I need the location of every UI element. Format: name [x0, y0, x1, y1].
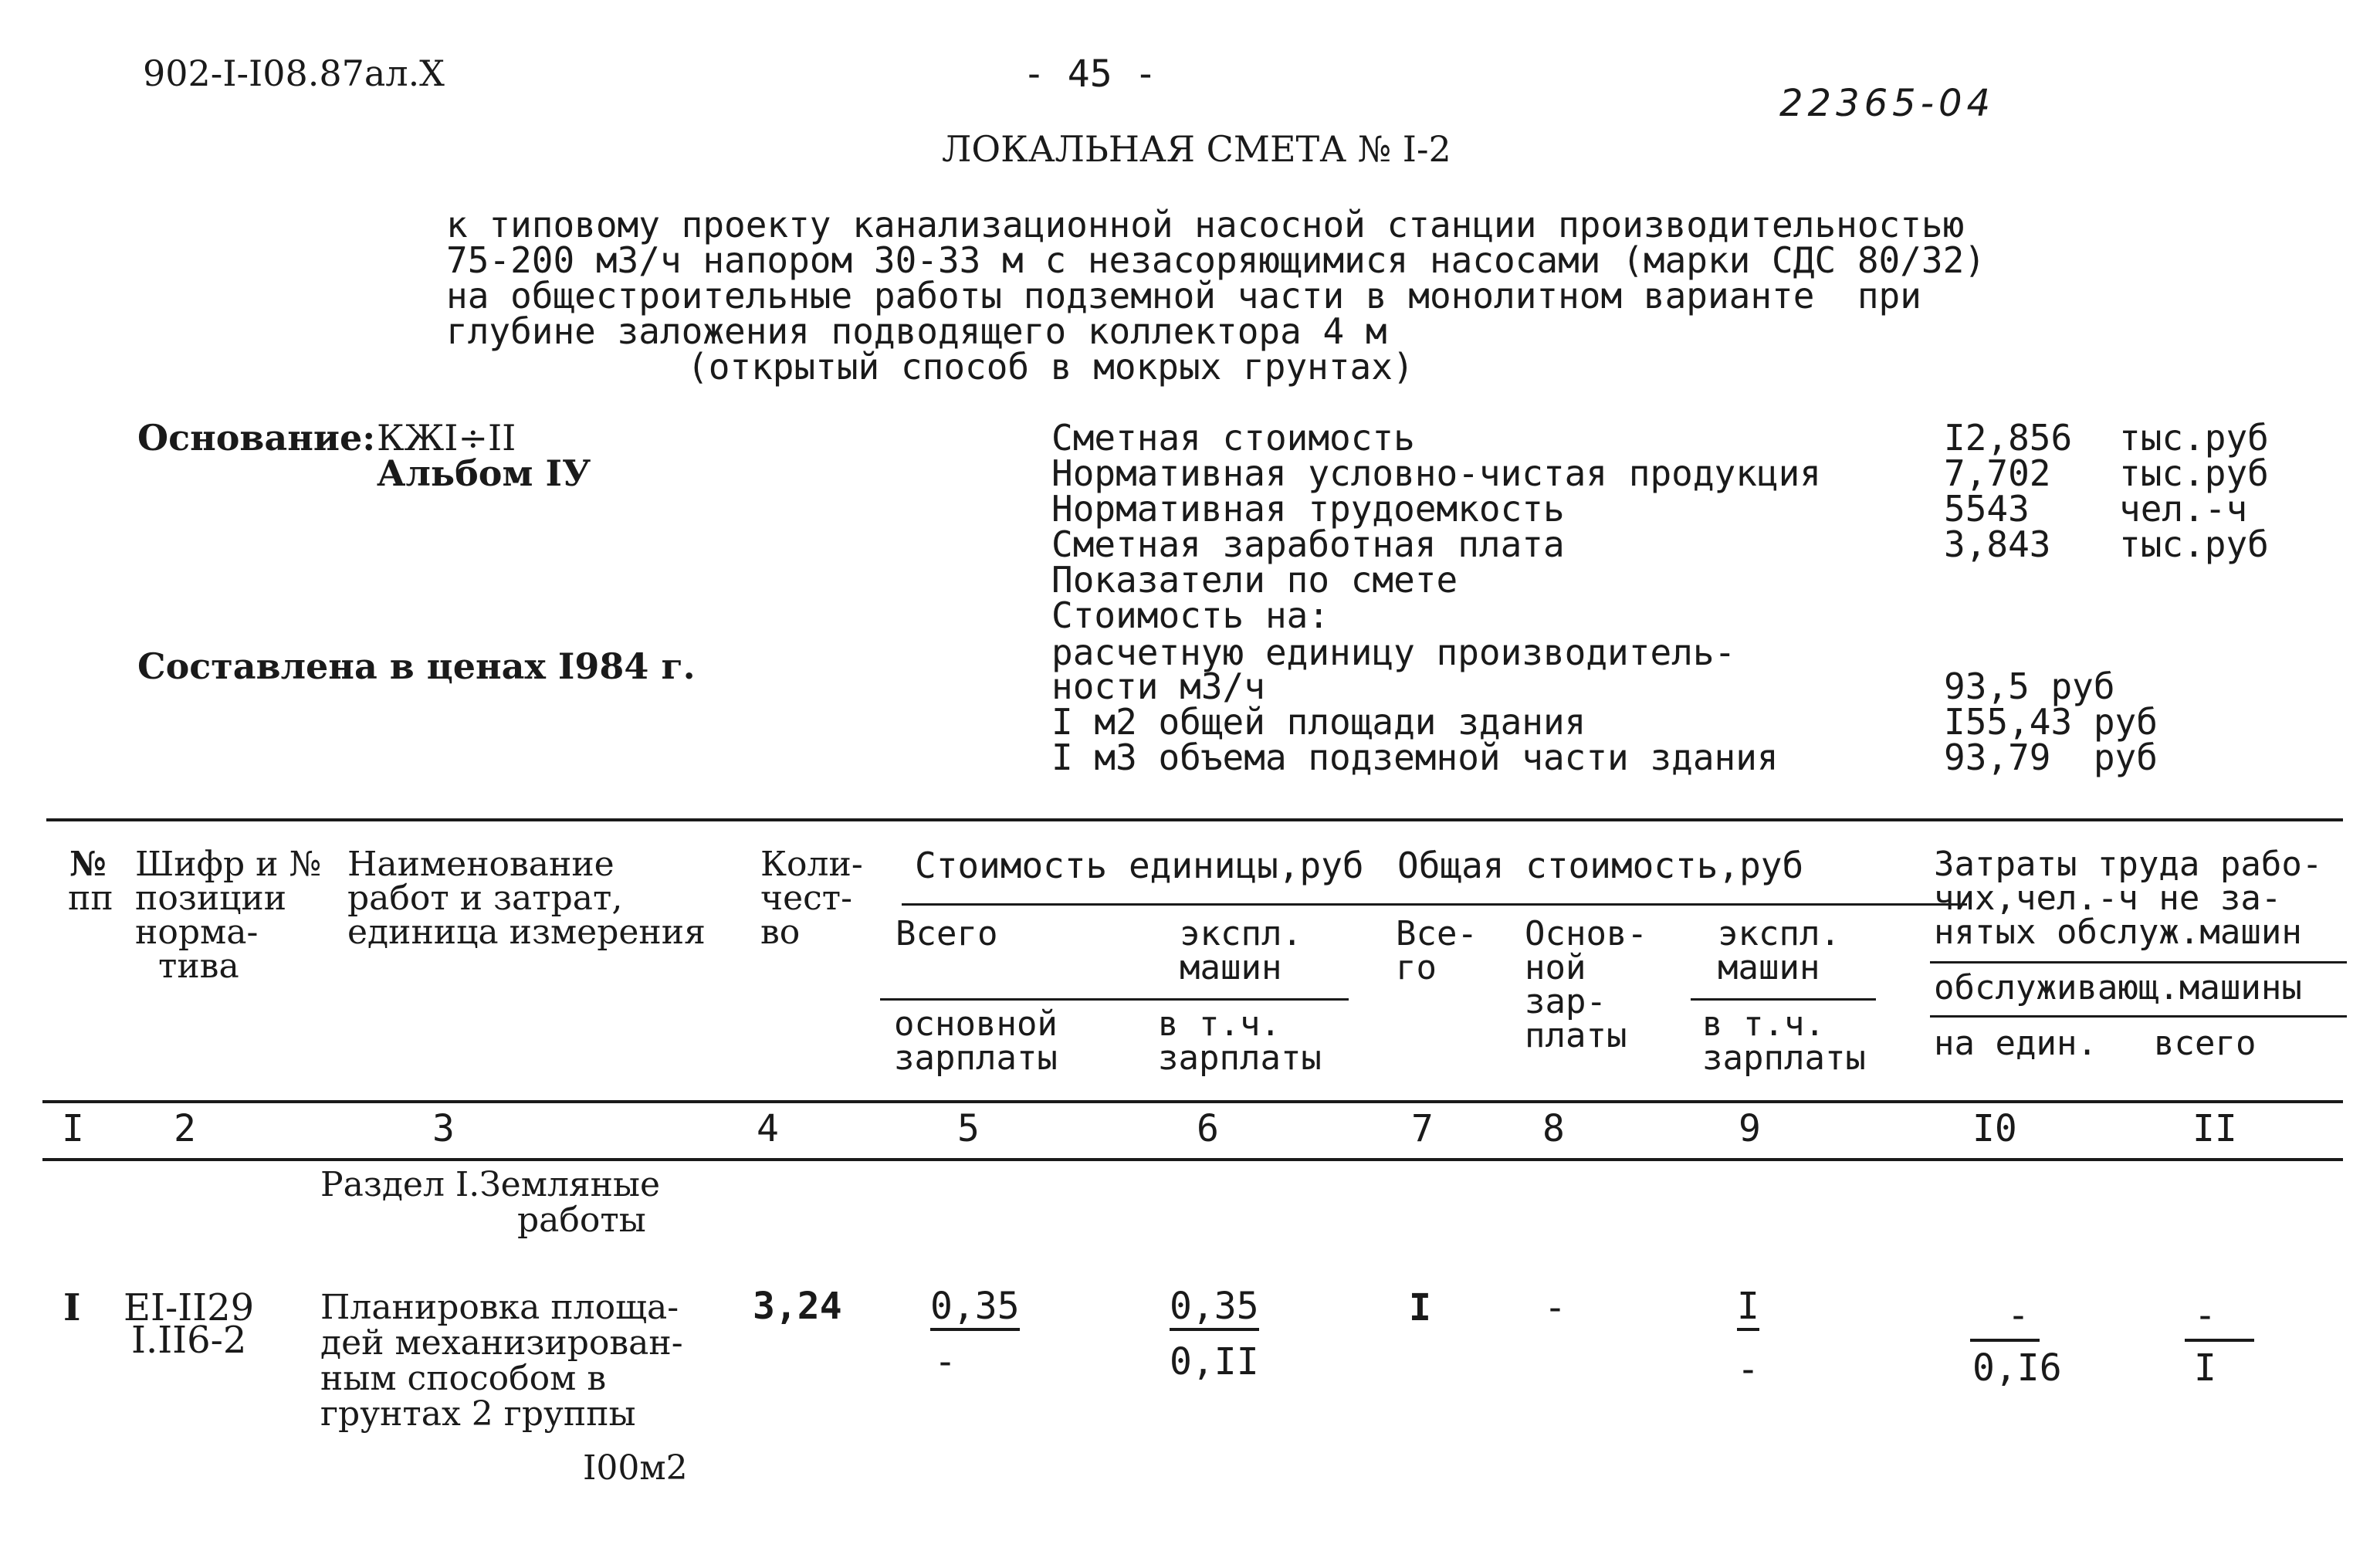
total-cost-header: Общая стоимость,руб [1397, 845, 1804, 886]
total-machines-rule [1691, 998, 1876, 1001]
net-product-value: 7,702 [1944, 452, 2051, 494]
row-unit: I00м2 [583, 1448, 688, 1488]
row-labor-total-top: - [2194, 1294, 2216, 1337]
unit-wage-header-2: зарплаты [894, 1038, 1058, 1078]
col-code-header-2: позиции [135, 879, 287, 918]
unit-machines-header-2: машин [1180, 948, 1282, 987]
labor-intensity-value: 5543 [1944, 488, 2030, 530]
unit-total-header: Всего [896, 914, 998, 953]
indicators-label: Показатели по смете [1051, 559, 1458, 601]
labor-service-header: обслуживающ.машины [1934, 968, 2302, 1008]
total-incl-wage-header-2: зарплаты [1702, 1038, 1866, 1078]
row-unit-machines: 0,35 [1170, 1288, 1259, 1331]
per-unit-label-1: расчетную единицу производитель- [1051, 632, 1736, 673]
per-m3-label: I м3 объема подземной части здания [1051, 737, 1779, 778]
unit-cost-header: Стоимость единицы,руб [915, 845, 1364, 886]
column-number-3: 3 [432, 1107, 455, 1150]
unit-machines-header-1: экспл. [1180, 914, 1302, 953]
labor-header-1: Затраты труда рабо- [1934, 845, 2323, 884]
row-total-wage: - [1544, 1286, 1566, 1329]
per-m3-value: 93,79 руб [1944, 737, 2158, 778]
col-code-header-1: Шифр и № [135, 845, 322, 884]
estimate-cost-unit: тыс.руб [2119, 417, 2269, 459]
row-labor-unit-rule [1970, 1339, 2040, 1342]
column-number-7: 7 [1411, 1107, 1434, 1150]
prices-note: Составлена в ценах I984 г. [137, 645, 696, 687]
basis-value-2: Альбом IУ [377, 452, 591, 494]
col-name-header-3: единица измерения [347, 913, 706, 952]
wage-unit: тыс.руб [2119, 523, 2269, 565]
total-base-header-4: платы [1525, 1016, 1627, 1055]
row-total-machines: I [1737, 1288, 1759, 1331]
page-number: - 45 - [1023, 52, 1157, 96]
total-base-header-3: зар- [1525, 982, 1607, 1021]
estimate-cost-value: I2,856 [1944, 417, 2073, 459]
unit-wage-rule [880, 998, 1349, 1001]
row-labor-unit-top: - [2007, 1294, 2030, 1337]
total-machines-header-1: экспл. [1718, 914, 1840, 953]
col-qty-header-3: во [760, 913, 801, 952]
per-unit-value: 93,5 руб [1944, 665, 2115, 707]
basis-value-1: КЖI÷II [377, 417, 516, 459]
unit-incl-wage-header-2: зарплаты [1158, 1038, 1322, 1078]
cost-on-label: Стоимость на: [1051, 594, 1330, 636]
page-title: ЛОКАЛЬНАЯ СМЕТА № I-2 [942, 128, 1451, 170]
header-bottom-rule [42, 1100, 2343, 1103]
total-base-header-2: ной [1525, 948, 1586, 987]
col-code-header-3: норма- [135, 913, 259, 952]
row-name-2: дей механизирован- [320, 1323, 683, 1363]
col-name-header-1: Наименование [347, 845, 615, 884]
table-top-rule [46, 818, 2343, 821]
row-name-1: Планировка площа- [320, 1288, 679, 1327]
row-labor-total-rule [2185, 1339, 2254, 1342]
row-name-3: ным способом в [320, 1359, 607, 1398]
col-num-header-2: пп [68, 879, 113, 918]
col-qty-header-2: чест- [760, 879, 852, 918]
wage-label: Сметная заработная плата [1051, 523, 1565, 565]
column-number-11: II [2192, 1107, 2237, 1150]
column-number-8: 8 [1542, 1107, 1565, 1150]
column-number-2: 2 [174, 1107, 196, 1150]
per-unit-label-2: ности м3/ч [1051, 665, 1265, 707]
basis-label: Основание: [137, 417, 376, 459]
column-number-4: 4 [757, 1107, 779, 1150]
labor-header-2: чих,чел.-ч не за- [1934, 879, 2282, 918]
row-quantity: 3,24 [753, 1285, 842, 1328]
total-all-header-1: Все- [1396, 914, 1478, 953]
document-code: 902-I-I08.87ал.Х [143, 52, 445, 94]
row-code-1: EI-II29 [124, 1286, 255, 1329]
wage-value: 3,843 [1944, 523, 2051, 565]
net-product-label: Нормативная условно-чистая продукция [1051, 452, 1821, 494]
row-total-machines-wage: - [1737, 1348, 1759, 1391]
col-num-header: № [69, 845, 107, 884]
labor-intensity-label: Нормативная трудоемкость [1051, 488, 1565, 530]
labor-per-unit-header: на един. [1934, 1024, 2097, 1063]
per-m2-label: I м2 общей площади здания [1051, 701, 1586, 743]
row-total: I [1409, 1286, 1431, 1329]
row-unit-machines-wage: 0,II [1170, 1340, 1259, 1383]
total-incl-wage-header-1: в т.ч. [1702, 1004, 1825, 1044]
column-number-10: I0 [1972, 1107, 2017, 1150]
column-number-9: 9 [1739, 1107, 1761, 1150]
section-title-1: Раздел I.Земляные [320, 1165, 661, 1204]
col-qty-header-1: Коли- [760, 845, 863, 884]
row-code-2: I.II6-2 [131, 1319, 247, 1362]
subtitle-line-1: к типовому проекту канализационной насосной станции производительностью [446, 204, 1965, 246]
estimate-cost-label: Сметная стоимость [1051, 417, 1415, 459]
row-unit-wage: - [934, 1340, 956, 1383]
row-unit-total: 0,35 [930, 1288, 1020, 1331]
unit-wage-header-1: основной [894, 1004, 1058, 1044]
column-number-5: 5 [957, 1107, 980, 1150]
row-labor-total-bottom: I [2194, 1346, 2216, 1390]
col-name-header-2: работ и затрат, [347, 879, 623, 918]
net-product-unit: тыс.руб [2119, 452, 2269, 494]
unit-cost-rule [902, 903, 1967, 906]
total-machines-header-2: машин [1718, 948, 1820, 987]
labor-service-rule [1930, 961, 2347, 963]
row-labor-unit-bottom: 0,I6 [1972, 1346, 2062, 1390]
subtitle-line-4: глубине заложения подводящего коллектора 4 м [446, 310, 1387, 352]
section-title-2: работы [517, 1201, 646, 1240]
inventory-number: 22365-04 [1779, 82, 1996, 125]
labor-header-3: нятых обслуж.машин [1934, 913, 2302, 952]
col-code-header-4: тива [158, 947, 239, 986]
labor-intensity-unit: чел.-ч [2119, 488, 2248, 530]
column-numbers-rule [42, 1158, 2343, 1161]
row-name-4: грунтах 2 группы [320, 1394, 636, 1434]
labor-sub-rule [1930, 1015, 2347, 1018]
unit-incl-wage-header-1: в т.ч. [1158, 1004, 1281, 1044]
per-m2-value: I55,43 руб [1944, 701, 2158, 743]
subtitle-line-5: (открытый способ в мокрых грунтах) [687, 346, 1414, 388]
row-number: I [63, 1286, 81, 1329]
total-all-header-2: го [1396, 948, 1437, 987]
subtitle-line-2: 75-200 м3/ч напором 30-33 м с незасоряющимися насосами (марки СДС 80/32) [446, 239, 1986, 281]
column-number-1: I [62, 1107, 84, 1150]
labor-total-header: всего [2154, 1024, 2257, 1063]
subtitle-line-3: на общестроительные работы подземной части в монолитном варианте при [446, 275, 1921, 317]
column-number-6: 6 [1197, 1107, 1219, 1150]
total-base-header-1: Основ- [1525, 914, 1647, 953]
